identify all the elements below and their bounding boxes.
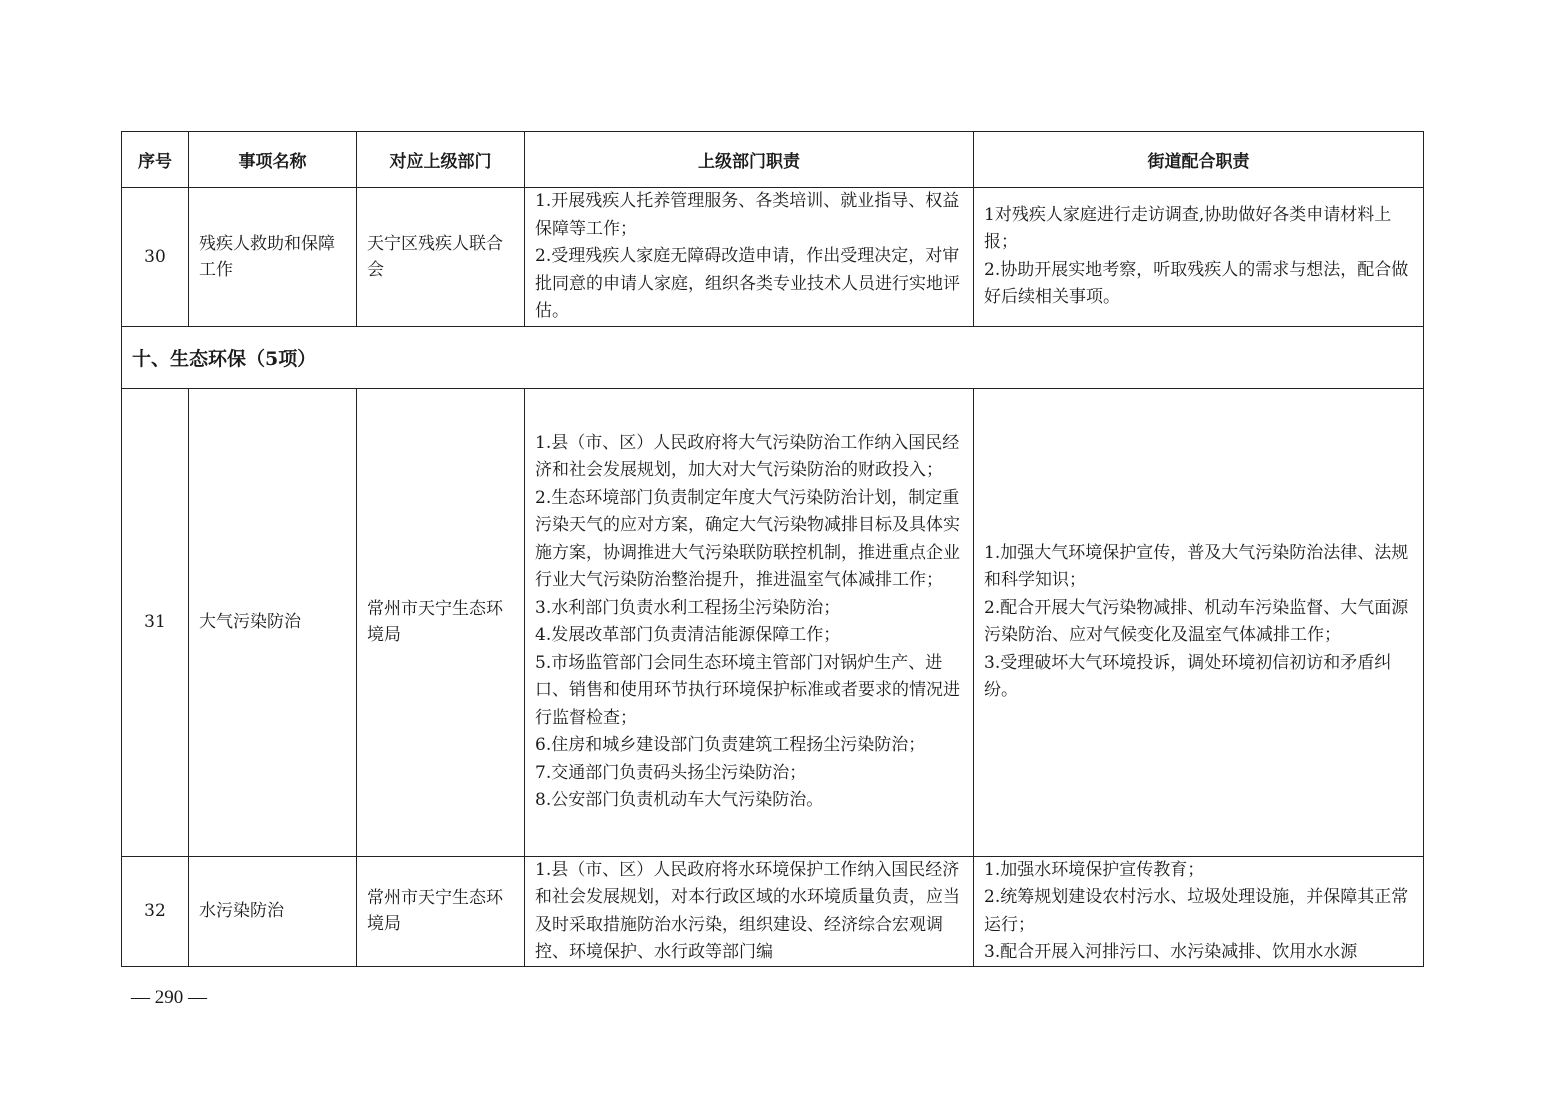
- duty-line: 1.县（市、区）人民政府将水环境保护工作纳入国民经济和社会发展规划，对本行政区域的水环境质量负责，应当及时采取措施防治水污染，组织建设、经济综合宏观调控、环境保护、水行政等部门编: [535, 859, 960, 962]
- page-number: — 290 —: [131, 987, 207, 1008]
- header-upper-dept: 对应上级部门: [357, 132, 525, 188]
- section-heading-row: [122, 326, 1424, 388]
- table-row: [122, 856, 1424, 966]
- header-street-duty: 街道配合职责: [974, 132, 1424, 188]
- upper-duty: [525, 188, 974, 327]
- responsibility-table: [121, 131, 1424, 967]
- duty-line: 2.生态环境部门负责制定年度大气污染防治计划，制定重污染天气的应对方案，确定大气污染物减排目标及具体实施方案，协调推进大气污染联防联控机制，推进重点企业行业大气污染防治整治提升，推进温室气体减排工作；: [535, 487, 960, 590]
- duty-line: 2.受理残疾人家庭无障碍改造申请，作出受理决定，对审批同意的申请人家庭，组织各类专业技术人员进行实地评估。: [535, 246, 960, 321]
- header-item-name: 事项名称: [189, 132, 357, 188]
- duty-line: 3.受理破坏大气环境投诉，调处环境初信初访和矛盾纠纷。: [984, 652, 1392, 700]
- header-upper-duty: 上级部门职责: [525, 132, 974, 188]
- table-row: [122, 188, 1424, 327]
- duty-line: 1.加强水环境保护宣传教育；: [984, 859, 1205, 880]
- duty-line: 1.开展残疾人托养管理服务、各类培训、就业指导、权益保障等工作；: [535, 191, 960, 239]
- duty-line: 7.交通部门负责码头扬尘污染防治；: [535, 762, 807, 783]
- upper-dept: 常州市天宁生态环境局: [357, 856, 525, 966]
- table-header-row: [122, 132, 1424, 188]
- duty-line: 1.加强大气环境保护宣传，普及大气污染防治法律、法规和科学知识；: [984, 542, 1409, 590]
- duty-line: 2.配合开展大气污染物减排、机动车污染监督、大气面源污染防治、应对气候变化及温室气体减排工作；: [984, 597, 1409, 645]
- section-title: 十、生态环保（: [132, 347, 266, 370]
- upper-duty: [525, 388, 974, 856]
- duty-line: 5.市场监管部门会同生态环境主管部门对锅炉生产、进口、销售和使用环节执行环境保护标准或者要求的情况进行监督检查；: [535, 652, 960, 728]
- section-heading: [122, 326, 1424, 388]
- table-row: [122, 388, 1424, 856]
- item-name: 大气污染防治: [189, 388, 357, 856]
- street-duty: [974, 856, 1424, 966]
- duty-line: 1对残疾人家庭进行走访调查,协助做好各类申请材料上报；: [984, 204, 1392, 253]
- responsibility-table-wrapper: [121, 131, 1423, 967]
- duty-line: 4.发展改革部门负责清洁能源保障工作；: [535, 625, 841, 645]
- duty-line: 1.县（市、区）人民政府将大气污染防治工作纳入国民经济和社会发展规划，加大对大气污染防治的财政投入；: [535, 432, 960, 480]
- row-number: 30: [122, 188, 189, 327]
- duty-line: 3.配合开展入河排污口、水污染减排、饮用水水源: [984, 942, 1358, 962]
- duty-clip: [984, 857, 1413, 966]
- item-name: 水污染防治: [189, 856, 357, 966]
- upper-duty: [525, 856, 974, 966]
- upper-dept: 天宁区残疾人联合会: [357, 188, 525, 327]
- duty-line: 2.统筹规划建设农村污水、垃圾处理设施，并保障其正常运行；: [984, 887, 1409, 935]
- row-number: 32: [122, 856, 189, 966]
- duty-line: 3.水利部门负责水利工程扬尘污染防治；: [535, 597, 841, 618]
- street-duty: [974, 188, 1424, 327]
- upper-dept: 常州市天宁生态环境局: [357, 388, 525, 856]
- item-name: 残疾人救助和保障工作: [189, 188, 357, 327]
- section-count: 5: [265, 347, 279, 370]
- section-suffix: 项）: [278, 347, 317, 370]
- row-number: 31: [122, 388, 189, 856]
- street-duty: [974, 388, 1424, 856]
- duty-clip: [535, 857, 963, 966]
- duty-line: 6.住房和城乡建设部门负责建筑工程扬尘污染防治；: [535, 735, 926, 755]
- duty-line: 2.协助开展实地考察，听取残疾人的需求与想法，配合做好后续相关事项。: [984, 259, 1409, 308]
- duty-line: 8.公安部门负责机动车大气污染防治。: [535, 790, 824, 810]
- header-seq: 序号: [122, 132, 189, 188]
